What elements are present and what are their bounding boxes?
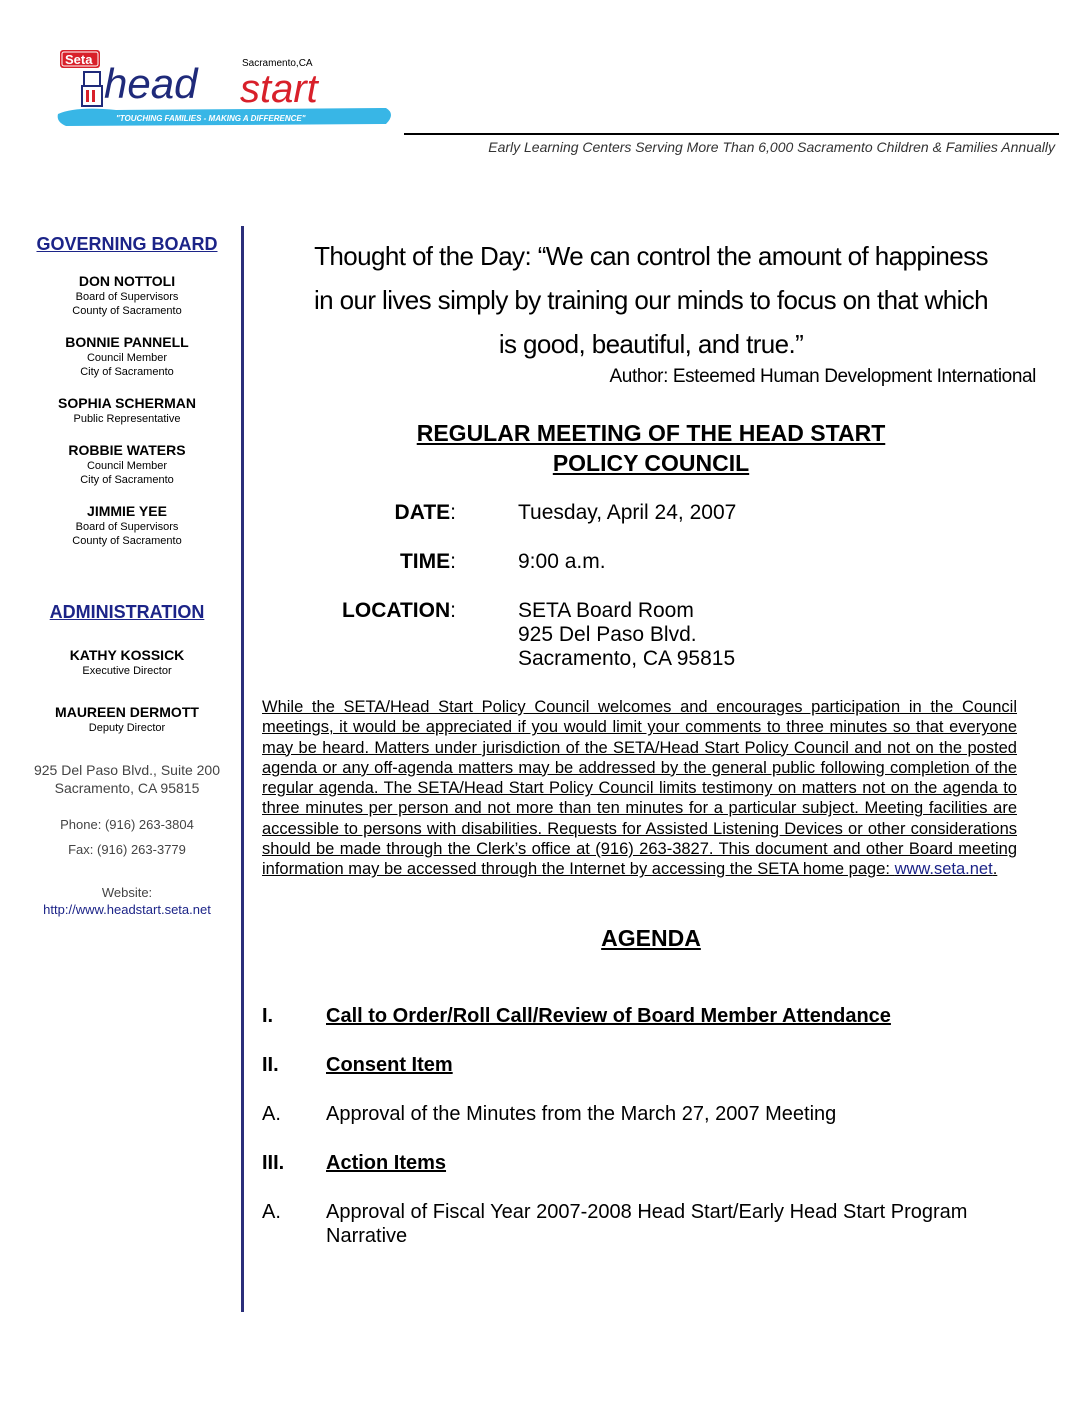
member-role: Council Member [86,352,168,364]
location-line: Sacramento, CA 95815 [518,647,736,670]
member-role: Council Member [86,460,168,472]
date-label: DATE: [394,501,456,524]
agenda-number: A. [262,1103,281,1125]
admin-name: KATHY KOSSICK [69,647,185,663]
time-value: 9:00 a.m. [518,550,606,573]
date-value: Tuesday, April 24, 2007 [518,501,737,524]
board-member [24,442,230,487]
member-name: SOPHIA SCHERMAN [58,395,196,411]
member-role: City of Sacramento [80,474,174,486]
meeting-title [262,418,1040,478]
meeting-title-line: POLICY COUNCIL [552,450,750,476]
quote-line: in our lives simply by training our minds to focus on that which [313,285,989,315]
address-line: 925 Del Paso Blvd., Suite 200 [33,762,220,778]
member-role: County of Sacramento [72,535,182,547]
admin-role: Executive Director [82,665,172,677]
member-role: City of Sacramento [80,366,174,378]
member-name: DON NOTTOLI [78,273,176,289]
notice-end: . [992,860,998,879]
website-label: Website: [101,885,153,900]
head-start-logo [56,44,396,130]
fax-number: Fax: (916) 263-3779 [68,842,186,857]
location-line: SETA Board Room [518,599,694,622]
logo-start: start [240,67,318,111]
agenda-text: Action Items [326,1152,447,1174]
admin-member [24,704,230,735]
website-link[interactable]: http://www.headstart.seta.net [43,902,211,917]
agenda-number: II. [262,1054,279,1076]
member-role: County of Sacramento [72,305,182,317]
member-role: Board of Supervisors [75,291,179,303]
member-role: Board of Supervisors [75,521,179,533]
quote-line: Thought of the Day: “We can control the amount of happiness [314,241,988,271]
notice-text: While the SETA/Head Start Policy Council welcomes and encourages participation in the Council meetings, it would be appreciated if you would limit your comments to three minutes so that everyone may be heard. Matters under jurisdiction of the SETA/Head Start Policy Council and not on the posted agenda or any off-agenda matters may be addressed by the general public following completion of the regular agenda. The SETA/Head Start Policy Council limits testimony on matters not on the agenda to three minutes per person and not more than ten minutes for a particular subject. Meeting facilities are accessible to persons with disabilities. Requests for Assisted Listening Devices or other considerations should be made through the Clerk’s office at (916) 263-3827. This document and other Board meeting information may be accessed through the Internet by accessing the SETA home page: [262,698,1017,879]
logo-head: head [104,60,198,107]
seta-link[interactable]: www.seta.net [894,860,993,879]
governing-board-heading: GOVERNING BOARD [36,234,218,254]
quote-line: is good, beautiful, and true.” [498,329,804,359]
phone-number: Phone: (916) 263-3804 [60,817,194,832]
quote-author: Author: Esteemed Human Development International [609,366,1036,387]
board-member [24,503,230,548]
agenda-text: Call to Order/Roll Call/Review of Board Member Attendance [326,1005,891,1027]
address-line: Sacramento, CA 95815 [54,780,200,796]
admin-member [24,647,230,678]
board-member [24,395,230,426]
member-name: BONNIE PANNELL [65,334,189,350]
member-name: ROBBIE WATERS [68,442,186,458]
location-line: 925 Del Paso Blvd. [518,623,697,646]
sidebar [24,234,230,917]
admin-role: Deputy Director [88,722,166,734]
administration-heading: ADMINISTRATION [49,602,205,622]
logo-slogan: "TOUCHING FAMILIES - MAKING A DIFFERENCE" [116,114,306,123]
logo-seta: Seta [65,52,93,67]
agenda-number: I. [262,1005,274,1027]
time-label: TIME: [399,550,456,573]
header-rule [404,133,1059,135]
location-value [518,599,735,671]
agenda-text: Consent Item [326,1054,453,1076]
agenda-number: A. [262,1201,281,1223]
agenda-number: III. [262,1152,285,1174]
public-comment-notice [262,697,1017,880]
agenda-text: Approval of Fiscal Year 2007-2008 Head Start/Early Head Start Program Narrative [326,1201,968,1247]
board-member [24,273,230,318]
location-label: LOCATION: [342,599,456,622]
agenda-title: AGENDA [601,925,701,951]
thought-of-the-day [262,234,1040,366]
meeting-title-line: REGULAR MEETING OF THE HEAD START [416,420,886,446]
tagline: Early Learning Centers Serving More Than 6,000 Sacramento Children & Families Annually [488,139,1055,155]
board-member [24,334,230,379]
member-role: Public Representative [73,413,181,425]
admin-name: MAUREEN DERMOTT [55,704,199,720]
member-name: JIMMIE YEE [87,503,167,519]
logo-location: Sacramento,CA [242,58,313,69]
agenda-text: Approval of the Minutes from the March 27, 2007 Meeting [326,1103,837,1125]
sidebar-divider [241,226,244,1312]
